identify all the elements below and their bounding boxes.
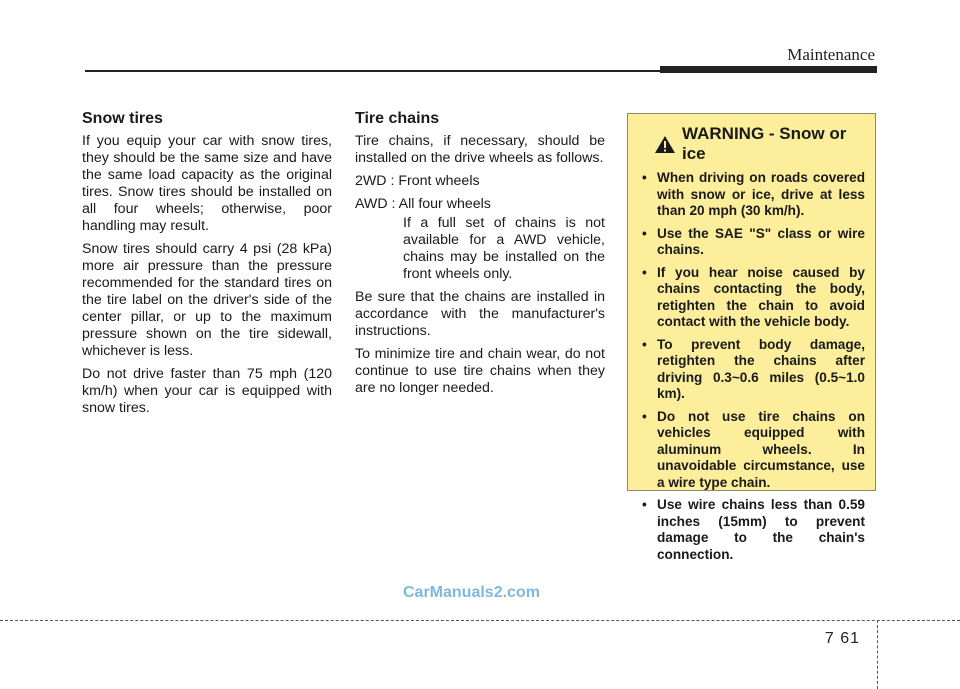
warning-item: • When driving on roads covered with snow or ice, drive at less than 20 mph (30 km/h). [636,170,865,220]
warning-box [627,113,876,562]
tire-chains-heading: Tire chains [355,110,440,127]
snow-tires-paragraph: If you equip your car with snow tires, they should be the same size and have the same load capacity as the original tires. Snow tires should be installed on all four wheels; otherwise, poor handling may result. [82,133,332,234]
tire-chains-intro: Tire chains, if necessary, should be installed on the drive wheels as follows. [355,133,605,166]
tire-chains-column [355,110,605,403]
warning-item: • Do not use tire chains on vehicles equipped with aluminum wheels. In unavoidable circumstance, use a wire type chain. [636,409,865,492]
footer-rule [0,620,960,621]
header-rule-accent [660,66,877,73]
warning-item: • Use wire chains less than 0.59 inches (15mm) to prevent damage to the chain's connection. [636,497,865,563]
warning-header [654,124,865,164]
watermark-link[interactable]: CarManuals2.com [403,584,540,601]
tire-chains-2wd: 2WD : Front wheels [355,173,480,189]
warning-item: • If you hear noise caused by chains contacting the body, retighten the chain to avoid contact with the vehicle body. [636,265,865,331]
snow-tires-column [82,110,332,423]
footer-divider [877,620,878,689]
warning-item: • Use the SAE "S" class or wire chains. [636,226,865,259]
warning-title: WARNING - Snow or ice [682,124,847,163]
snow-tires-paragraph: Snow tires should carry 4 psi (28 kPa) more air pressure than the pressure recommended for the standard tires on the tire label on the driver's side of the center pillar, or up to the maximum pressure shown on the tire sidewall, whichever is less. [82,241,332,359]
page-number: 7 61 [824,630,860,647]
warning-list [636,170,865,563]
tire-chains-paragraph: Be sure that the chains are installed in accordance with the manufacturer's instructions. [355,289,605,339]
section-title: Maintenance [787,45,875,64]
header-rule [85,70,660,72]
tire-chains-awd-note: If a full set of chains is not available for a AWD vehicle, chains may be installed on the front wheels only. [403,215,605,282]
snow-tires-heading: Snow tires [82,110,163,127]
snow-tires-paragraph: Do not drive faster than 75 mph (120 km/h) when your car is equipped with snow tires. [82,366,332,416]
warning-triangle-icon [654,135,676,154]
warning-item: • To prevent body damage, retighten the chains after driving 0.3~0.6 miles (0.5~1.0 km). [636,337,865,403]
tire-chains-awd: AWD : All four wheels [355,196,491,212]
tire-chains-paragraph: To minimize tire and chain wear, do not continue to use tire chains when they are no longer needed. [355,346,605,396]
